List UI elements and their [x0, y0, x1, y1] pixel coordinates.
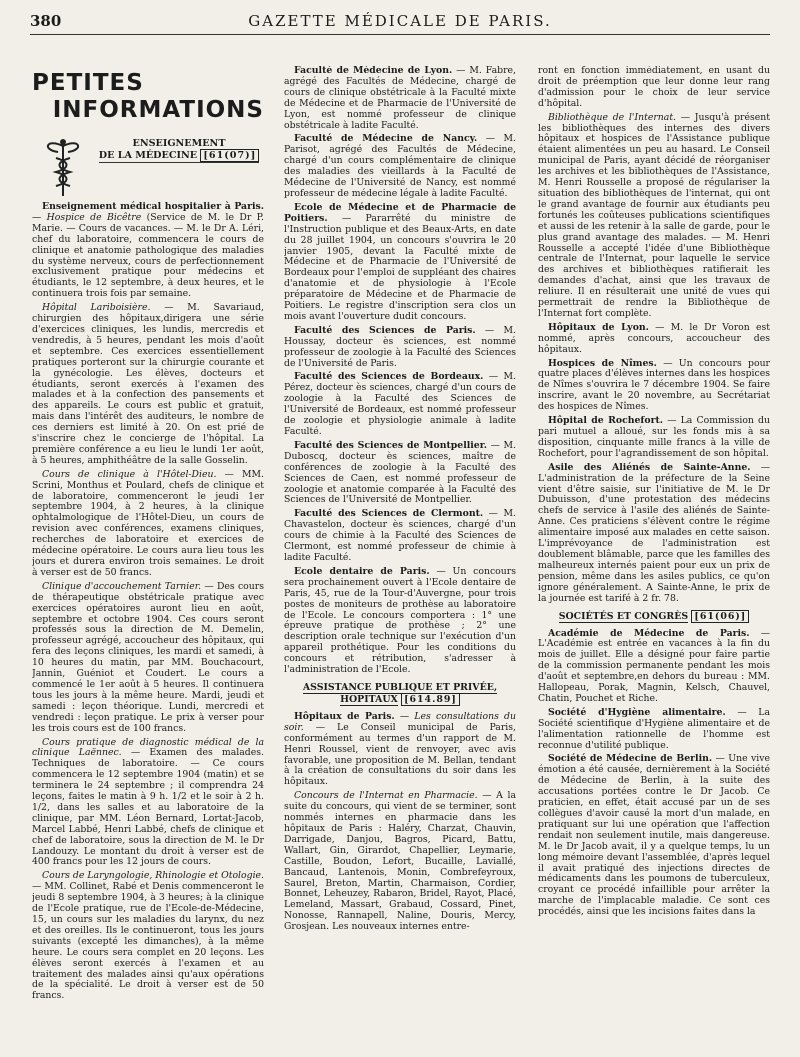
article-text: — M. Houssay, docteur ès sciences, est nommé professeur de zoologie à la Faculté des Sciences de l'Université de Paris. [284, 324, 516, 369]
article-text: — M. Chavastelon, docteur ès sciences, chargé d'un cours de chimie à la Faculté des Sciences de Clermont, est nommé professeur de chimie à ladite Faculté. [284, 508, 516, 563]
article-text: — L'Académie est entrée en vacances à la fin du mois de juillet. Elle a désigné pour faire partie de la commission permanente pendant les mois d'août et septembre,en dehors du bureau : MM. Hallopeau, Porak, Magnin, Kelsch, Chauvel, Chatin, Pouchet et Riche. [538, 627, 770, 704]
article-text: — M. Fabre, agrégé des Facultés de Médecine, chargé de cours de clinique obstétricale à la Faculté mixte de Médecine et de Pharmacie de l'Université de Lyon, est nommé professeur de clinique obstétricale à ladite Faculté. [284, 66, 516, 131]
classification-code: [61(06)] [691, 610, 749, 623]
page-number: 380 [30, 12, 62, 30]
article [32, 582, 264, 735]
article [538, 359, 770, 414]
article-subtitle: Cours de Laryngologie, Rhinologie et Otologie. [42, 870, 264, 882]
section-masthead [32, 70, 264, 134]
article-title: Faculté de Médecine de Nancy. [294, 133, 478, 145]
article-title: Société de Médecine de Berlin. [548, 753, 713, 765]
article-title: Faculté des Sciences de Clermont. [294, 508, 484, 520]
article [284, 134, 516, 199]
article-text: — Une vive émotion a été causée, dernièrement à la Société de Médecine de Berlin, à la suite des accusations portées contre le Dr Jacob. Ce praticien, en effet, était accusé par un de ses collègues d'avoir causé la mort d'un malade, en pratiquant sur lui une opération que l'affection rendait non seulement inutile, mais dangereuse. M. le Dr Jacob avait, il y a quelque temps, lu un long mémoire devant l'assemblée, d'après lequel il avait pratiqué des injections directes de médicaments dans les poumons de tuberculeux, croyant ce procédé infaillible pour arrêter la marche de l'implacable maladie. Ce sont ces procédés, ainsi que les incisions faites dans la [538, 753, 770, 918]
article-title: Faculté des Sciences de Paris. [294, 324, 476, 336]
article-text: — MM. Collinet, Rabé et Denis commenceront le jeudi 8 septembre 1904, à 3 heures; à la clinique de l'Ecole pratique, rue de l'Ecole-de-Médecine, 15, un cours sur les maladies du larynx, du nez et des oreilles. Ils le continueront, tous les jours suivants (excepté les dimanches), à la même heure. Le cours sera complet en 20 leçons. Les élèves seront exercés à l'examen et au traitement des malades ainsi qu'aux opérations de la spécialité. Le droit à verser est de 50 francs. [32, 881, 264, 1002]
section-title: ASSISTANCE PUBLIQUE ET PRIVÉE, [302, 681, 498, 693]
article [284, 326, 516, 370]
article-title: Société d'Hygiène alimentaire. [548, 706, 726, 718]
article-text: — M. Pérez, docteur ès sciences, chargé d'un cours de zoologie à la Faculté des Sciences de l'Université de Bordeaux, est nommé professeur de zoologie et physiologie animale à ladite Faculté. [284, 371, 516, 437]
column-1 [32, 70, 264, 1055]
article [538, 629, 770, 705]
article-subtitle: Hôpital Lariboisière. [42, 302, 151, 314]
article [284, 791, 516, 933]
article-title: Académie de Médecine de Paris. [548, 627, 750, 639]
article [538, 754, 770, 918]
caduceus-icon [38, 136, 88, 198]
article-subtitle: — Les consultations du soir. [284, 710, 516, 733]
article [32, 202, 264, 300]
article-title: Hôpitaux de Paris. [294, 710, 395, 722]
article-text: — Le Conseil municipal de Paris, conformément au termes d'un rapport de M. Henri Roussel, vient de renvoyer, avec avis favorable, une proposition de M. Bellan, tendant à la création de consultations du soir dans les hôpitaux. [284, 721, 516, 788]
article-text: — M. le Dr Voron est nommé, après concours, accoucheur des hôpitaux. [538, 321, 770, 355]
masthead-line2: INFORMATIONS [52, 97, 264, 123]
journal-title: GAZETTE MÉDICALE DE PARIS. [248, 12, 552, 30]
article-subtitle: Concours de l'Internat en Pharmacie. [294, 790, 478, 802]
article [538, 66, 770, 110]
article-text: — La Société scientifique d'Hygiène alimentaire et de l'alimentation rationnelle de l'homme est reconnue d'utilité publique. [538, 706, 770, 751]
article-title: Faculté des Sciences de Bordeaux. [294, 371, 484, 383]
article-subtitle: Bibliothèque de l'Internat. [548, 111, 677, 123]
article [538, 416, 770, 460]
article-text: (Service de M. le Dr P. Marie. — Cours de vacances. — M. le Dr A. Léri, chef du laboratoire, commencera le cours de clinique et anatomie pathologique des maladies du système nerveux, cours de perfectionnement exclusivement pratique pour médecins et étudiants, le 12 septembre, à deux heures, et le continuera trois fois par semaine. [32, 211, 264, 300]
article-title: Hôpital de Rochefort. [548, 415, 664, 427]
article-subtitle: Cours de clinique à l'Hôtel-Dieu. [42, 468, 217, 480]
article-text: — L'administration de la préfecture de la Seine vient d'être saisie, sur l'initiative de M. le Dr Dubuisson, d'une protestation des médecins chefs de service à l'asile des aliénés de Sainte-Anne. Ces praticiens s'élèvent contre le régime alimentaire imposé aux malades en cette saison. L'imprévoyance de l'administration est doublement blâmable, parce que les familles des malheureux internés paient pour eux un prix de pension, même dans les asiles publics, ce qu'on ignore généralement. A Sainte-Anne, le prix de la journée est tarifé à 2 fr. 78. [538, 461, 770, 604]
section-title: SOCIÉTÉS ET CONGRÈS [558, 610, 689, 622]
header-rule [30, 34, 770, 35]
running-header [30, 12, 770, 34]
article-text: — Un concours pour quatre places d'élèves internes dans les hospices de Nîmes s'ouvrira le 7 décembre 1904. Se faire inscrire, avant le 20 novembre, au Secrétariat des hospices de Nîmes. [538, 357, 770, 413]
article [284, 441, 516, 506]
article [538, 113, 770, 320]
column-3 [538, 66, 770, 1051]
article [32, 470, 264, 579]
article-text: — M. Duboscq, docteur ès sciences, maître de conférences de zoologie à la Faculté des Sciences de Caen, est nommé professeur de zoologie et anatomie comparée à la Faculté des Sciences de l'Université de Montpellier. [284, 439, 516, 506]
article-subtitle: Clinique d'accouchement Tarnier. [42, 580, 202, 592]
article-text: — MM. Scrini, Monthus et Poulard, chefs de clinique et de laboratoire, commenceront le jeudi 1er septembre 1904, à 2 heures, à la clinique ophtalmologique de l'Hôtel-Dieu, un cours de revision avec conférences, examens cliniques, recherches de laboratoire et exercices de médecine opératoire. Le cours aura lieu tous les jours et durera environ trois semaines. Le droit à verser est de 50 francs. [32, 468, 264, 578]
article-title: Ecole dentaire de Paris. [294, 565, 430, 577]
article-text: ront en fonction immédiatement, en usant du droit de préemption que leur donne leur rang d'admission pour le choix de leur service d'hôpital. [538, 66, 770, 109]
article [32, 303, 264, 467]
article-text: — Des cours de thérapeutique obstétricale pratique avec exercices opératoires auront lieu en août, septembre et octobre 1904. Ces cours seront professés sous la direction de M. Demelin, professeur agrégé, accoucheur des hôpitaux, qui fera des leçons cliniques, les mardi et samedi, à 10 heures du matin, par MM. Bouchacourt, Jannin, Guéniot et Coudert. Le cours a commencé le 1er août à 5 heures. Il continuera tous les jours à la même heure. Mardi, jeudi et samedi : leçon théorique. Lundi, mercredi et vendredi : leçon pratique. Le prix à verser pour les trois cours est de 100 francs. [32, 580, 264, 734]
article-text: — Jusqu'à présent les bibliothèques des internes des divers hôpitaux et hospices de l'Assistance publique étaient alimentées un peu au hasard. Le Conseil municipal de Paris, ayant décidé de réorganiser les archives et les bibliothèques de l'Assistance, M. Henri Rousselle a proposé de régulariser la situation des bibliothèques de l'internat, qui ont le grand avantage de fournir aux étudiants peu fortunés les coûteuses publications scientifiques et aussi de les retenir à la salle de garde, pour le plus grand avantage des malades. — M. Henri Rousselle a accepté l'idée d'une Bibliothèque centrale de l'Internat, pour laquelle le service des archives et bibliothèques ratifierait les demandes d'achat, ainsi que les travaux de reliure. Il en résulterait une unité de vues qui permettrait de rendre la Bibliothèque de l'Internat fort complète. [538, 111, 770, 319]
masthead-line1: PETITES [32, 70, 144, 96]
article-text: — Pararrêté du ministre de l'Instruction publique et des Beaux-Arts, en date du 28 juillet 1904, un concours s'ouvrira le 20 janvier 1905, devant la Faculté mixte de Médecine et de Pharmacie de l'Université de Bordeaux pour l'emploi de suppléant des chaires d'anatomie et de physiologie à l'Ecole préparatoire de Médecine et de Pharmacie de Poitiers. Le registre d'inscription sera clos un mois avant l'ouverture dudit concours. [284, 212, 516, 322]
classification-code: [61(07)] [200, 149, 259, 162]
article-title: Ecole de Médecine et de Pharmacie de Poitiers. [284, 201, 516, 224]
article [538, 463, 770, 605]
article-text: — La Commission du pari mutuel a alloué, sur les fonds mis à sa disposition, cinquante mille francs à la ville de Rochefort, pour l'agrandissement de son hôpital. [538, 415, 770, 459]
subsection-line1: ENSEIGNEMENT [132, 138, 226, 149]
section-heading [284, 682, 516, 706]
section-title-2: HOPITAUX [340, 693, 398, 705]
article-title: Faculté des Sciences de Montpellier. [294, 439, 488, 451]
classification-code: [614.89] [401, 693, 460, 706]
article-subtitle: Cours pratique de diagnostic médical de la clinique Laënnec. [32, 736, 264, 759]
article-title: Faculté de Médecine de Lyon. [294, 66, 453, 76]
article-text: — Examen des malades. Techniques de laboratoire. — Ce cours commencera le 12 septembre 1904 (matin) et se terminera le 24 septembre ; il comprendra 24 leçons, faites le matin à 9 h. 1/2 et le soir à 2 h. 1/2, dans les salles et au laboratoire de la clinique, par MM. Léon Bernard, Lortat-Jacob, Marcel Labbé, Henri Labbé, chefs de clinique et chef de laboratoire, sous la direction de M. le Dr Landouzy. Le montant du droit à verser est de 400 francs pour les 12 jours de cours. [32, 747, 264, 868]
article-title: Asile des Aliénés de Sainte-Anne. [548, 461, 751, 473]
article-text: — Un concours sera prochainement ouvert à l'Ecole dentaire de Paris, 45, rue de la Tour-d'Auvergne, pour trois postes de moniteurs de prothèse au laboratoire de l'Ecole. Le concours comportera : 1° une épreuve pratique de prothèse ; 2° une description orale technique sur l'exécution d'un appareil prothétique. Pour les conditions du concours et rétribution, s'adresser à l'administration de l'Ecole. [284, 565, 516, 676]
article [32, 871, 264, 1002]
article-text: — A la suite du concours, qui vient de se terminer, sont nommés internes en pharmacie dans les hôpitaux de Paris : Haléry, Charzat, Chauvin, Darrigade, Danjou, Bagros, Picard, Battu, Wallart, Gin, Girardot, Chapellier, Leymarie, Castille, Boudon, Lefort, Bucaille, Laviallé, Bancaud, Lantenois, Monin, Combrefeyroux, Saurel, Breton, Martin, Charmaison, Cordier, Bonnet, Leheuzey, Rabaron, Bridel, Rayot, Placé, Lemeland, Massart, Grabaud, Cossard, Pinet, Nonosse, Rannapell, Naline, Douris, Mercy, Grosjean. Les nouveaux internes entre- [284, 790, 516, 933]
article [284, 203, 516, 323]
article [284, 509, 516, 564]
article [284, 712, 516, 788]
column-2 [284, 66, 516, 1051]
article [538, 323, 770, 356]
article [284, 372, 516, 437]
article-title: Enseignement médical hospitalier à Paris. [42, 201, 264, 212]
section-heading [538, 611, 770, 623]
article-title: Hôpitaux de Lyon. [548, 321, 649, 333]
article-text: — M. Parisot, agrégé des Facultés de Médecine, chargé d'un cours complémentaire de clinique des maladies des vieillards à la Faculté de Médecine de l'Université de Nancy, est nommé professeur de médecine légale à ladite Faculté. [284, 133, 516, 199]
article-text: — M. Savariaud, chirurgien des hôpitaux,dirigera une série d'exercices cliniques, les lundis, mercredis et vendredis, à 5 heures, pendant les mois d'août et septembre. Ces exercices essentiellement pratiques porteront sur la chirurgie courante et la gynécologie. Les élèves, docteurs et étudiants, seront exercés à l'examen des malades et à la confection des pansements et des appareils. Le cours est public et gratuit, mais dans l'intérêt des auditeurs, le nombre de ces derniers est limité à 20. On est prié de s'inscrire chez le concierge de l'hôpital. La première conférence a eu lieu le lundi 1er août, à 5 heures, amphithéâtre de la salle Gosselin. [32, 302, 264, 466]
article [32, 738, 264, 869]
subsection-line2: DE LA MÉDECINE [98, 150, 198, 161]
article [284, 567, 516, 676]
article-title: Hospices de Nîmes. [548, 357, 657, 369]
article-subtitle: — Hospice de Bicêtre [32, 211, 142, 223]
article [538, 708, 770, 752]
article [284, 66, 516, 131]
